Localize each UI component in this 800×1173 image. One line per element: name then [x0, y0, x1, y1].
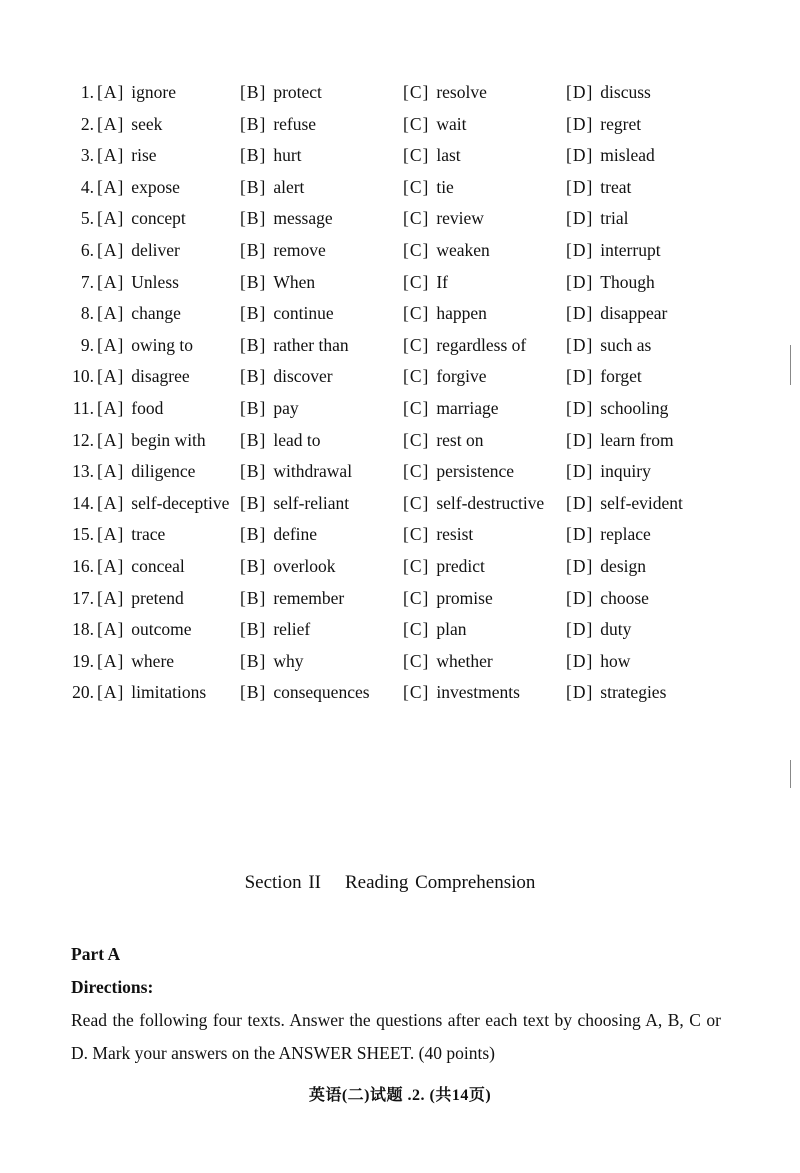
scan-mark — [790, 760, 791, 788]
option-text: remember — [273, 587, 345, 608]
option-text: lead to — [273, 429, 321, 450]
option-d — [566, 583, 649, 615]
option-b — [240, 677, 370, 709]
question-number: 10. — [72, 366, 94, 387]
option-letter: [A] — [97, 271, 125, 292]
option-letter: [D] — [566, 113, 594, 134]
question-number: 17. — [72, 587, 94, 608]
option-b — [240, 140, 302, 172]
option-b — [240, 583, 344, 615]
option-letter: [C] — [403, 113, 430, 134]
option-letter: [B] — [240, 682, 267, 703]
option-text: last — [436, 145, 461, 166]
option-text: refuse — [273, 113, 317, 134]
option-letter: [C] — [403, 208, 430, 229]
option-letter: [C] — [403, 492, 430, 513]
option-letter: [D] — [566, 366, 594, 387]
option-text: such as — [600, 334, 652, 355]
option-c — [403, 140, 461, 172]
option-text: outcome — [131, 619, 192, 640]
question-list — [0, 77, 800, 709]
option-letter: [A] — [97, 461, 125, 482]
option-a — [97, 519, 165, 551]
option-letter: [B] — [240, 366, 267, 387]
part-title: Part A — [71, 944, 121, 964]
option-letter: [A] — [97, 145, 125, 166]
option-text: discover — [273, 366, 333, 387]
option-letter: [B] — [240, 113, 267, 134]
option-text: strategies — [600, 682, 667, 703]
option-letter: [D] — [566, 682, 594, 703]
option-d — [566, 488, 683, 520]
option-text: withdrawal — [273, 461, 353, 482]
option-text: consequences — [273, 682, 370, 703]
option-text: resolve — [436, 82, 487, 102]
option-letter: [D] — [566, 619, 594, 640]
option-text: limitations — [131, 682, 207, 703]
option-text: schooling — [600, 397, 669, 418]
option-letter: [A] — [97, 397, 125, 418]
question-row — [0, 140, 800, 172]
option-letter: [A] — [97, 82, 125, 102]
option-letter: [B] — [240, 176, 267, 197]
option-letter: [C] — [403, 429, 430, 450]
option-text: discuss — [600, 82, 651, 102]
option-d — [566, 267, 655, 299]
option-letter: [A] — [97, 650, 125, 671]
option-letter: [C] — [403, 303, 430, 324]
question-row — [0, 551, 800, 583]
option-a — [97, 203, 186, 235]
option-text: rise — [131, 145, 157, 166]
option-d — [566, 361, 642, 393]
option-letter: [D] — [566, 208, 594, 229]
option-letter: [B] — [240, 461, 267, 482]
option-a — [97, 425, 206, 457]
option-letter: [B] — [240, 208, 267, 229]
question-number: 8. — [80, 303, 94, 324]
option-letter: [C] — [403, 524, 430, 545]
option-text: disappear — [600, 303, 668, 324]
option-c — [403, 172, 454, 204]
option-letter: [A] — [97, 366, 125, 387]
question-row — [0, 203, 800, 235]
option-a — [97, 172, 180, 204]
option-c — [403, 393, 499, 425]
option-text: alert — [273, 176, 305, 197]
option-letter: [B] — [240, 587, 267, 608]
option-letter: [C] — [403, 176, 430, 197]
question-number: 5. — [80, 208, 94, 229]
option-c — [403, 330, 526, 362]
question-row — [0, 425, 800, 457]
option-text: conceal — [131, 555, 185, 576]
option-text: whether — [436, 650, 493, 671]
option-letter: [C] — [403, 397, 430, 418]
option-letter: [A] — [97, 524, 125, 545]
section-title: Reading Comprehension — [345, 872, 536, 893]
option-b — [240, 203, 333, 235]
option-b — [240, 77, 322, 109]
option-c — [403, 77, 487, 109]
option-b — [240, 361, 333, 393]
question-number: 20. — [72, 682, 94, 703]
option-letter: [D] — [566, 176, 594, 197]
option-b — [240, 298, 334, 330]
question-number: 12. — [72, 429, 94, 450]
option-text: pay — [273, 397, 299, 418]
option-b — [240, 172, 304, 204]
option-text: diligence — [131, 461, 196, 482]
question-number: 15. — [72, 524, 94, 545]
question-number: 9. — [80, 334, 94, 355]
option-letter: [D] — [566, 555, 594, 576]
option-c — [403, 519, 473, 551]
question-row — [0, 77, 800, 109]
option-letter: [C] — [403, 587, 430, 608]
option-b — [240, 425, 320, 457]
option-text: weaken — [436, 239, 490, 260]
option-c — [403, 109, 466, 141]
option-b — [240, 519, 317, 551]
option-b — [240, 456, 352, 488]
question-number: 14. — [72, 492, 94, 513]
question-number: 19. — [72, 650, 94, 671]
option-b — [240, 551, 336, 583]
option-text: inquiry — [600, 461, 651, 482]
option-letter: [C] — [403, 366, 430, 387]
option-text: why — [273, 650, 304, 671]
option-c — [403, 583, 493, 615]
option-text: resist — [436, 524, 474, 545]
option-letter: [D] — [566, 82, 594, 102]
option-b — [240, 393, 299, 425]
option-a — [97, 551, 185, 583]
option-text: relief — [273, 619, 311, 640]
option-text: change — [131, 303, 181, 324]
option-text: begin with — [131, 429, 206, 450]
question-number: 4. — [80, 176, 94, 197]
option-text: review — [436, 208, 484, 229]
option-letter: [D] — [566, 397, 594, 418]
option-c — [403, 456, 514, 488]
option-letter: [B] — [240, 429, 267, 450]
option-text: happen — [436, 303, 487, 324]
question-number: 11. — [72, 397, 94, 418]
option-d — [566, 109, 641, 141]
option-letter: [D] — [566, 650, 594, 671]
option-text: design — [600, 555, 646, 576]
option-c — [403, 551, 485, 583]
option-letter: [B] — [240, 145, 267, 166]
option-letter: [D] — [566, 271, 594, 292]
question-number: 16. — [72, 555, 94, 576]
option-text: Unless — [131, 271, 179, 292]
option-letter: [A] — [97, 619, 125, 640]
option-a — [97, 235, 180, 267]
page-footer: 英语(二)试题 .2. (共14页) — [308, 1087, 492, 1104]
question-row — [0, 235, 800, 267]
option-text: choose — [600, 587, 649, 608]
directions-text: Read the following four texts. Answer the questions after each text by choosing A, B, C or D. Mark your answers on the ANSWER SHEET. (40 points) — [71, 1010, 721, 1063]
option-letter: [A] — [97, 113, 125, 134]
option-text: trace — [131, 524, 166, 545]
question-row — [0, 583, 800, 615]
option-text: rest on — [436, 429, 484, 450]
option-text: persistence — [436, 461, 515, 482]
option-text: plan — [436, 619, 467, 640]
option-letter: [D] — [566, 492, 594, 513]
option-letter: [B] — [240, 492, 267, 513]
option-c — [403, 488, 544, 520]
option-letter: [D] — [566, 429, 594, 450]
option-text: learn from — [600, 429, 674, 450]
option-d — [566, 551, 646, 583]
option-text: self-deceptive — [131, 492, 230, 513]
option-text: promise — [436, 587, 493, 608]
option-d — [566, 298, 667, 330]
option-a — [97, 330, 193, 362]
option-text: marriage — [436, 397, 499, 418]
option-a — [97, 140, 157, 172]
option-text: concept — [131, 208, 186, 229]
option-a — [97, 361, 190, 393]
option-text: food — [131, 397, 164, 418]
question-row — [0, 614, 800, 646]
option-letter: [B] — [240, 619, 267, 640]
option-d — [566, 172, 631, 204]
question-number: 6. — [80, 239, 94, 260]
option-c — [403, 235, 490, 267]
option-text: hurt — [273, 145, 302, 166]
question-row — [0, 488, 800, 520]
option-d — [566, 77, 651, 109]
option-c — [403, 614, 466, 646]
option-letter: [B] — [240, 303, 267, 324]
option-letter: [B] — [240, 650, 267, 671]
question-row — [0, 393, 800, 425]
option-text: investments — [436, 682, 520, 703]
option-letter: [B] — [240, 82, 267, 102]
option-letter: [A] — [97, 208, 125, 229]
option-b — [240, 330, 349, 362]
option-letter: [C] — [403, 461, 430, 482]
option-letter: [A] — [97, 239, 125, 260]
option-letter: [B] — [240, 397, 267, 418]
option-letter: [A] — [97, 492, 125, 513]
option-letter: [D] — [566, 587, 594, 608]
question-number: 18. — [72, 619, 94, 640]
option-text: where — [131, 650, 175, 671]
option-b — [240, 646, 303, 678]
option-letter: [C] — [403, 82, 430, 102]
option-letter: [A] — [97, 176, 125, 197]
option-b — [240, 109, 316, 141]
option-letter: [B] — [240, 524, 267, 545]
option-letter: [B] — [240, 271, 267, 292]
option-text: wait — [436, 113, 467, 134]
option-a — [97, 677, 206, 709]
option-b — [240, 235, 326, 267]
question-number: 13. — [72, 461, 94, 482]
option-letter: [D] — [566, 524, 594, 545]
option-letter: [D] — [566, 334, 594, 355]
option-text: overlook — [273, 555, 336, 576]
option-text: define — [273, 524, 318, 545]
option-letter: [C] — [403, 334, 430, 355]
option-text: Though — [600, 271, 655, 292]
option-b — [240, 488, 349, 520]
option-text: seek — [131, 113, 163, 134]
option-letter: [B] — [240, 239, 267, 260]
option-letter: [B] — [240, 334, 267, 355]
option-text: forgive — [436, 366, 487, 387]
option-c — [403, 646, 493, 678]
question-row — [0, 646, 800, 678]
option-letter: [C] — [403, 682, 430, 703]
option-a — [97, 488, 229, 520]
option-text: interrupt — [600, 239, 661, 260]
question-row — [0, 456, 800, 488]
option-d — [566, 456, 651, 488]
option-letter: [D] — [566, 145, 594, 166]
option-c — [403, 267, 448, 299]
option-d — [566, 614, 631, 646]
option-letter: [A] — [97, 334, 125, 355]
question-row — [0, 172, 800, 204]
option-letter: [A] — [97, 682, 125, 703]
option-text: mislead — [600, 145, 655, 166]
question-row — [0, 109, 800, 141]
option-text: continue — [273, 303, 334, 324]
option-letter: [B] — [240, 555, 267, 576]
option-letter: [C] — [403, 271, 430, 292]
option-letter: [C] — [403, 555, 430, 576]
option-b — [240, 614, 310, 646]
option-d — [566, 393, 668, 425]
question-row — [0, 361, 800, 393]
option-text: pretend — [131, 587, 184, 608]
question-number: 2. — [80, 113, 94, 134]
directions-label: Directions: — [71, 977, 154, 997]
option-a — [97, 298, 181, 330]
option-text: duty — [600, 619, 632, 640]
option-letter: [D] — [566, 461, 594, 482]
option-letter: [D] — [566, 239, 594, 260]
option-text: trial — [600, 208, 629, 229]
question-row — [0, 298, 800, 330]
section-label: Section II — [244, 872, 321, 893]
option-letter: [C] — [403, 239, 430, 260]
option-a — [97, 77, 176, 109]
option-a — [97, 267, 179, 299]
option-letter: [C] — [403, 619, 430, 640]
option-text: predict — [436, 555, 485, 576]
option-c — [403, 203, 484, 235]
option-text: tie — [436, 176, 454, 197]
option-d — [566, 140, 655, 172]
option-d — [566, 677, 666, 709]
section-heading — [0, 872, 780, 894]
option-c — [403, 677, 520, 709]
option-c — [403, 361, 487, 393]
question-row — [0, 677, 800, 709]
option-letter: [A] — [97, 555, 125, 576]
question-row — [0, 267, 800, 299]
option-a — [97, 583, 184, 615]
option-d — [566, 235, 661, 267]
option-text: self-evident — [600, 492, 683, 513]
option-letter: [A] — [97, 587, 125, 608]
option-d — [566, 519, 651, 551]
option-a — [97, 109, 162, 141]
option-a — [97, 456, 195, 488]
option-letter: [A] — [97, 429, 125, 450]
option-a — [97, 393, 163, 425]
option-letter: [A] — [97, 303, 125, 324]
option-letter: [C] — [403, 145, 430, 166]
option-c — [403, 298, 487, 330]
option-text: how — [600, 650, 631, 671]
option-letter: [C] — [403, 650, 430, 671]
option-text: If — [436, 271, 448, 292]
option-text: When — [273, 271, 316, 292]
question-number: 3. — [80, 145, 94, 166]
option-text: message — [273, 208, 333, 229]
option-text: replace — [600, 524, 651, 545]
option-text: expose — [131, 176, 180, 197]
option-text: deliver — [131, 239, 180, 260]
option-d — [566, 425, 674, 457]
question-row — [0, 519, 800, 551]
option-text: ignore — [131, 82, 177, 102]
option-text: rather than — [273, 334, 349, 355]
option-text: protect — [273, 82, 322, 102]
option-text: remove — [273, 239, 326, 260]
option-text: treat — [600, 176, 632, 197]
question-number: 1. — [80, 82, 94, 102]
scan-mark — [790, 345, 791, 385]
question-row — [0, 330, 800, 362]
option-d — [566, 646, 630, 678]
option-text: self-reliant — [273, 492, 350, 513]
option-a — [97, 614, 192, 646]
option-text: forget — [600, 366, 642, 387]
option-text: disagree — [131, 366, 190, 387]
option-text: regardless of — [436, 334, 527, 355]
option-text: regret — [600, 113, 642, 134]
option-text: self-destructive — [436, 492, 545, 513]
option-text: owing to — [131, 334, 194, 355]
option-c — [403, 425, 483, 457]
option-d — [566, 330, 651, 362]
option-a — [97, 646, 174, 678]
option-letter: [D] — [566, 303, 594, 324]
option-d — [566, 203, 628, 235]
question-number: 7. — [80, 271, 94, 292]
option-b — [240, 267, 315, 299]
